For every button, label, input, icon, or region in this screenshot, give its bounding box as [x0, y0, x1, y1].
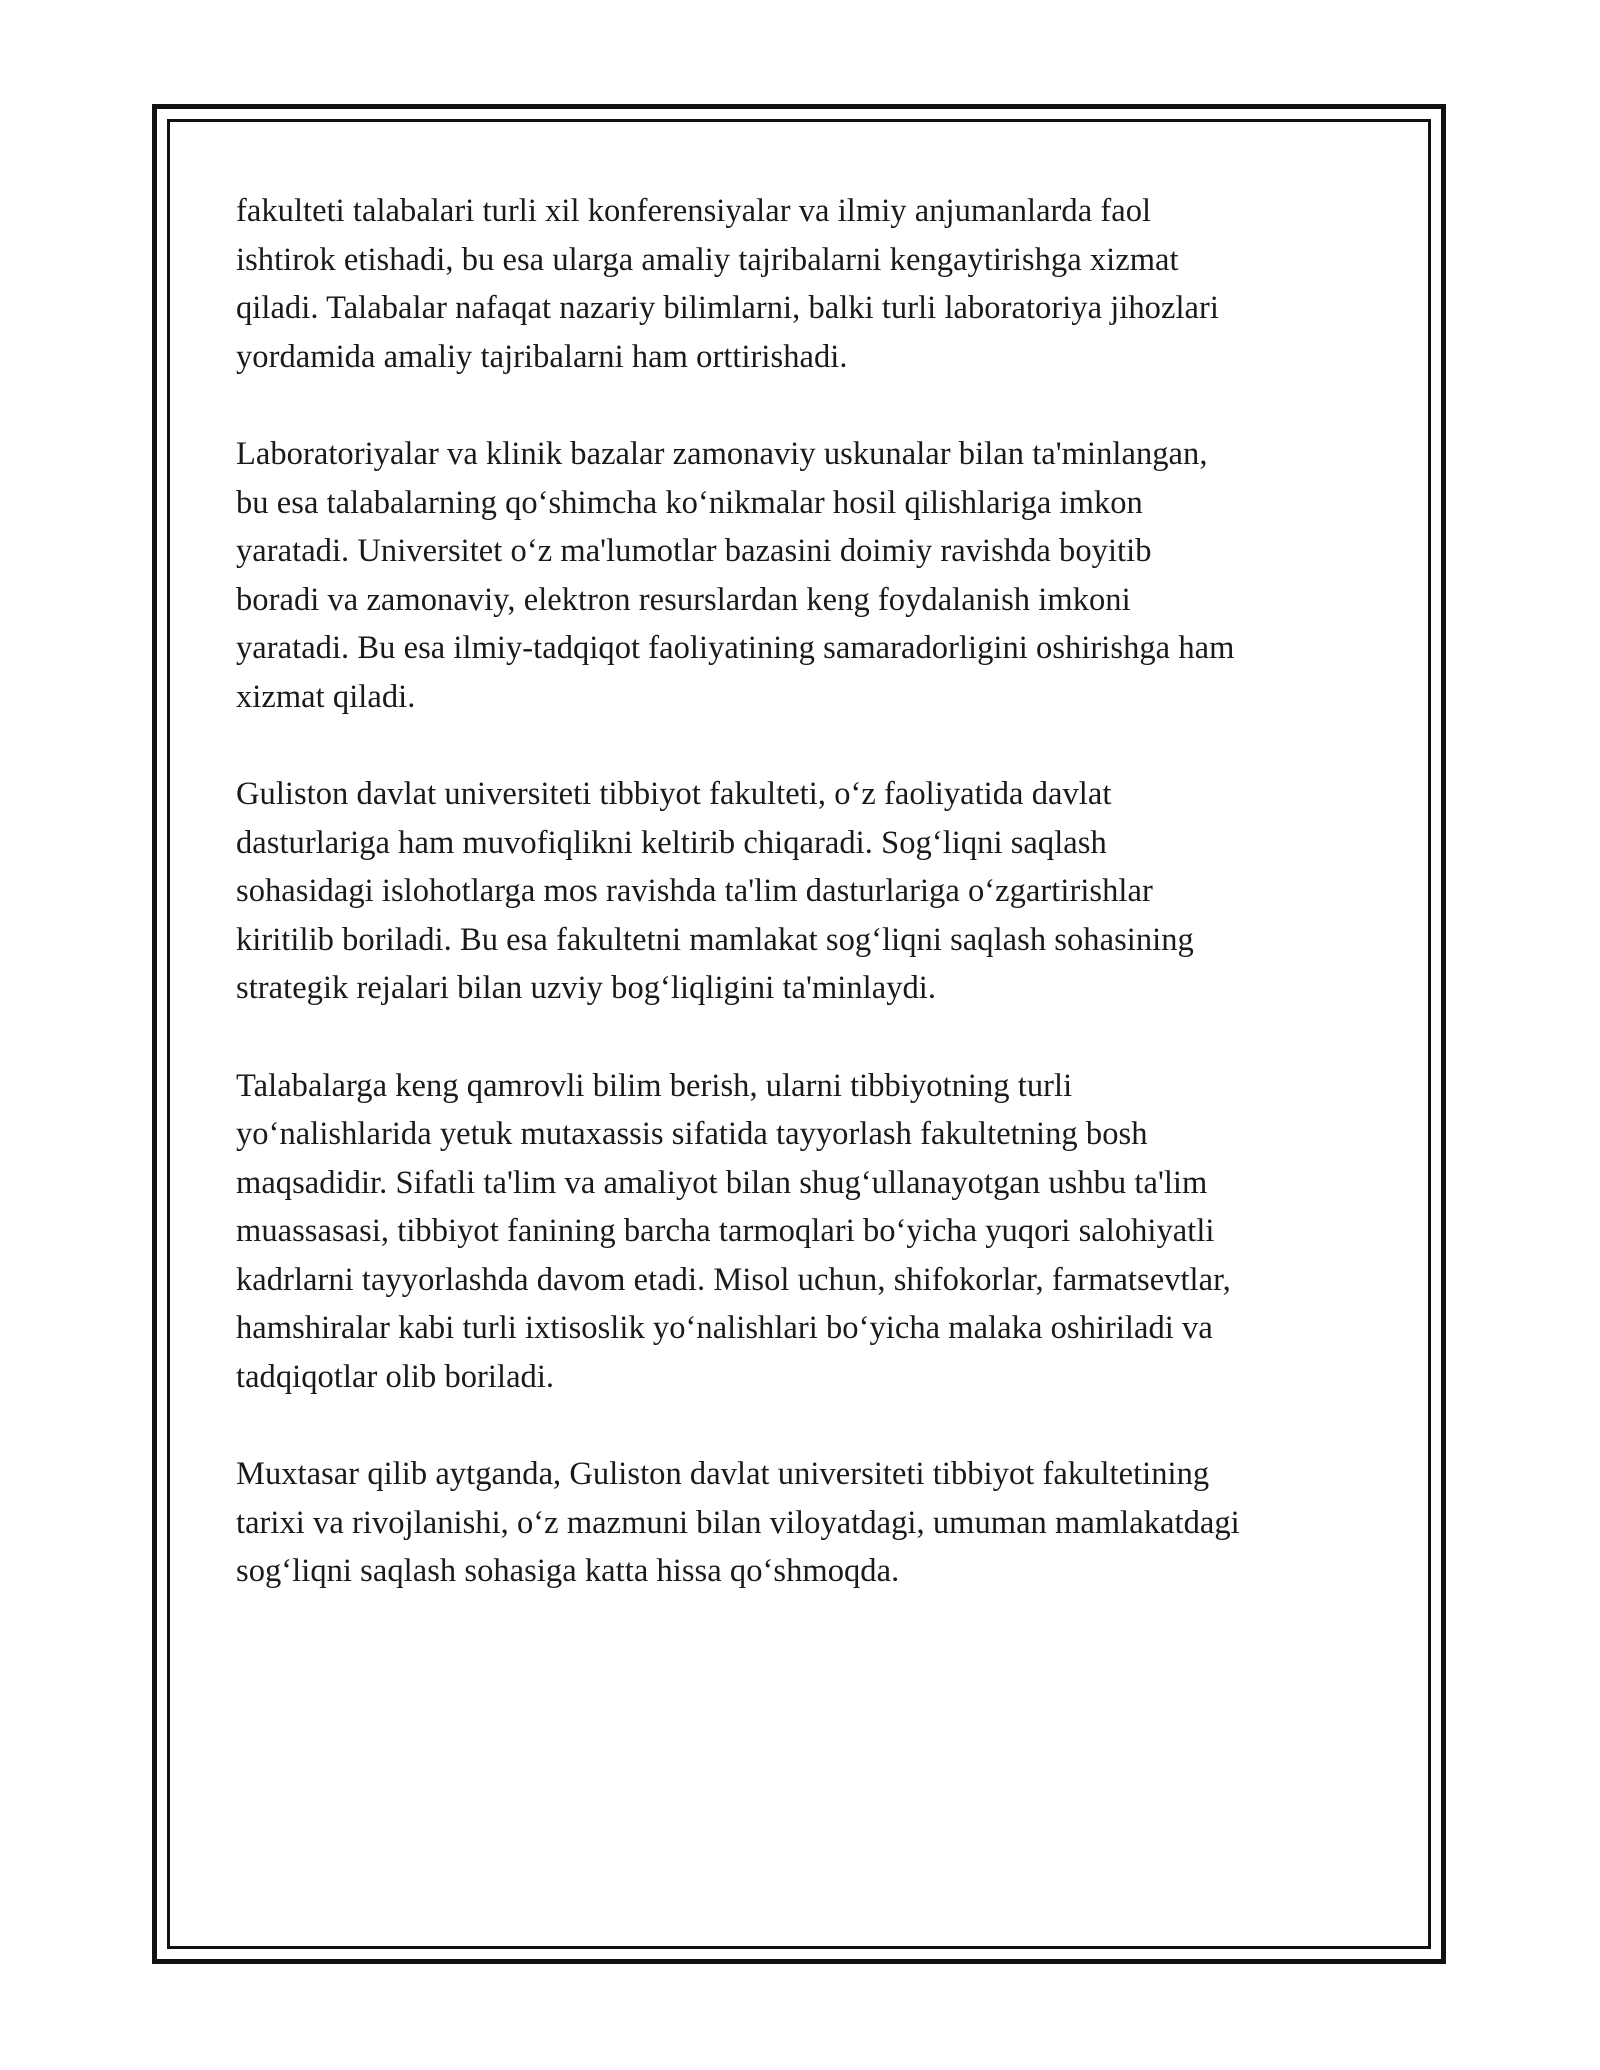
- text-line: yo‘nalishlarida yetuk mutaxassis sifatida tayyorlash fakultetning bosh: [236, 1116, 1148, 1152]
- text-line: hamshiralar kabi turli ixtisoslik yo‘nalishlari bo‘yicha malaka oshiriladi va: [236, 1310, 1213, 1346]
- text-line: Muxtasar qilib aytganda, Guliston davlat universiteti tibbiyot fakultetining: [236, 1456, 1210, 1492]
- text-line: Guliston davlat universiteti tibbiyot fakulteti, o‘z faoliyatida davlat: [236, 776, 1112, 812]
- paragraph-1: [236, 187, 1386, 381]
- text-line: strategik rejalari bilan uzviy bog‘liqligini ta'minlaydi.: [236, 970, 937, 1006]
- text-line: yaratadi. Universitet o‘z ma'lumotlar bazasini doimiy ravishda boyitib: [236, 533, 1152, 569]
- text-line: sog‘liqni saqlash sohasiga katta hissa qo‘shmoqda.: [236, 1553, 900, 1589]
- text-line: Laboratoriyalar va klinik bazalar zamonaviy uskunalar bilan ta'minlangan,: [236, 436, 1208, 472]
- text-line: kadrlarni tayyorlashda davom etadi. Misol uchun, shifokorlar, farmatsevtlar,: [236, 1261, 1231, 1298]
- text-line: boradi va zamonaviy, elektron resurslardan keng foydalanish imkoni: [236, 581, 1131, 618]
- text-line: maqsadidir. Sifatli ta'lim va amaliyot bilan shug‘ullanayotgan ushbu ta'lim: [236, 1164, 1208, 1201]
- document-body: [236, 187, 1386, 1645]
- text-line: bu esa talabalarning qo‘shimcha ko‘nikmalar hosil qilishlariga imkon: [236, 484, 1143, 521]
- text-line: kiritilib boriladi. Bu esa fakultetni mamlakat sog‘liqni saqlash sohasining: [236, 921, 1194, 958]
- text-line: tarixi va rivojlanishi, o‘z mazmuni bilan viloyatdagi, umuman mamlakatdagi: [236, 1504, 1240, 1541]
- text-line: yordamida amaliy tajribalarni ham orttirishadi.: [236, 338, 848, 375]
- paragraph-5: [236, 1450, 1386, 1596]
- text-line: sohasidagi islohotlarga mos ravishda ta'lim dasturlariga o‘zgartirishlar: [236, 873, 1153, 909]
- text-line: tadqiqotlar olib boriladi.: [236, 1358, 555, 1395]
- text-line: Talabalarga keng qamrovli bilim berish, ularni tibbiyotning turli: [236, 1067, 1073, 1104]
- text-line: dasturlariga ham muvofiqlikni keltirib chiqaradi. Sog‘liqni saqlash: [236, 824, 1107, 861]
- text-line: qiladi. Talabalar nafaqat nazariy bilimlarni, balki turli laboratoriya jihozlari: [236, 290, 1219, 326]
- text-line: ishtirok etishadi, bu esa ularga amaliy tajribalarni kengaytirishga xizmat: [236, 241, 1179, 278]
- paragraph-3: [236, 770, 1386, 1013]
- text-line: muassasasi, tibbiyot fanining barcha tarmoqlari bo‘yicha yuqori salohiyatli: [236, 1213, 1215, 1249]
- text-line: xizmat qiladi.: [236, 678, 416, 715]
- paragraph-4: [236, 1062, 1386, 1402]
- text-line: yaratadi. Bu esa ilmiy-tadqiqot faoliyatining samaradorligini oshirishga ham: [236, 630, 1235, 666]
- paragraph-2: [236, 430, 1386, 721]
- text-line: fakulteti talabalari turli xil konferensiyalar va ilmiy anjumanlarda faol: [236, 193, 1152, 229]
